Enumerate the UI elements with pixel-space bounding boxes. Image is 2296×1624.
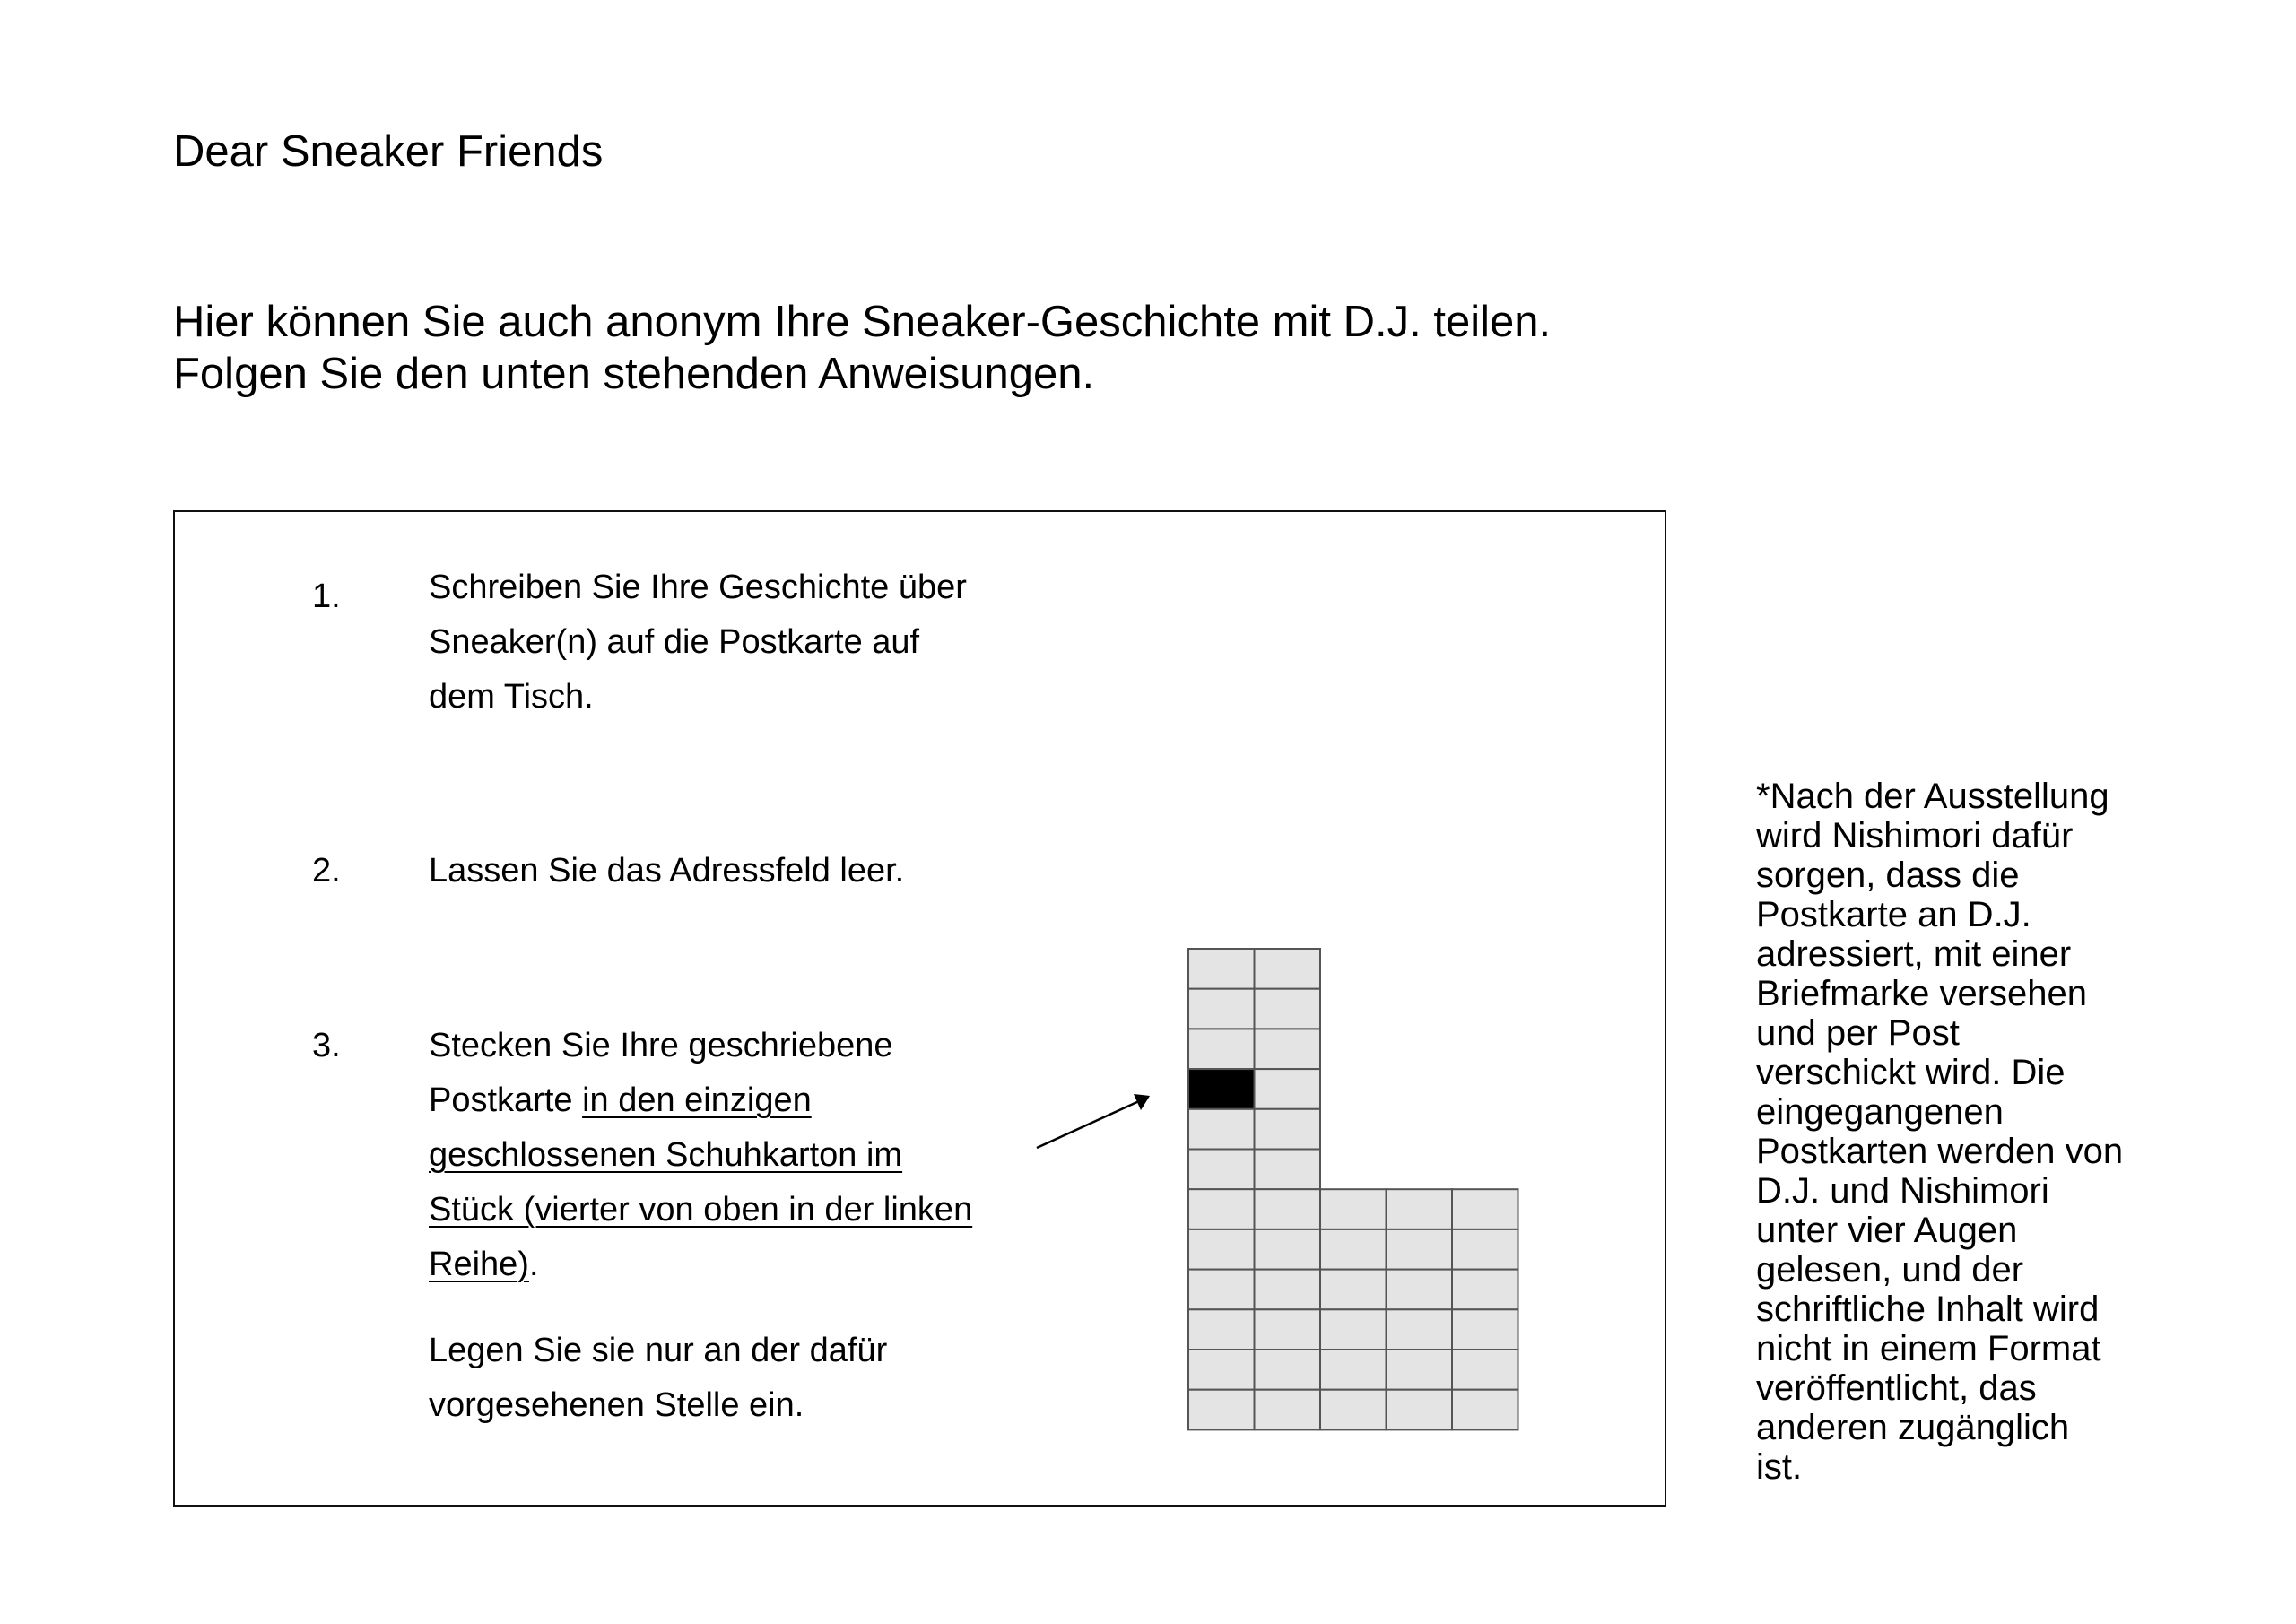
shoebox-cell [1255, 989, 1321, 1029]
shoebox-cell [1188, 1390, 1255, 1430]
step-line: Stecken Sie Ihre geschriebene [429, 1027, 893, 1064]
shoebox-cell [1387, 1229, 1453, 1270]
note-line: D.J. und Nishimori [1756, 1171, 2049, 1211]
shoebox-cell [1255, 1029, 1321, 1069]
shoebox-cell [1452, 1229, 1518, 1270]
step-line: vorgesehenen Stelle ein. [429, 1386, 804, 1424]
shoebox-cell [1188, 989, 1255, 1029]
step-text: . [528, 1246, 539, 1283]
shoebox-cell [1387, 1270, 1453, 1310]
note-line: anderen zugänglich [1756, 1408, 2070, 1447]
note-line: und per Post [1756, 1013, 1960, 1053]
shoebox-cell [1387, 1309, 1453, 1350]
note-line: eingegangenen [1756, 1092, 2004, 1132]
arrow-icon [1037, 1101, 1139, 1148]
step-emphasis: Reihe) [429, 1246, 529, 1283]
shoebox-cell [1255, 949, 1321, 989]
note-line: *Nach der Ausstellung [1756, 777, 2109, 816]
shoebox-cell [1320, 1229, 1387, 1270]
step-line: Schreiben Sie Ihre Geschichte über [429, 569, 967, 606]
shoebox-cell [1188, 949, 1255, 989]
step-line: Lassen Sie das Adressfeld leer. [429, 852, 905, 890]
shoebox-cell [1255, 1390, 1321, 1430]
note-line: unter vier Augen [1756, 1211, 2018, 1250]
shoebox-cell [1452, 1189, 1518, 1229]
shoebox-cell [1255, 1309, 1321, 1350]
shoebox-cell [1255, 1189, 1321, 1229]
step-emphasis: in den einzigen [582, 1081, 812, 1119]
shoebox-cell [1255, 1109, 1321, 1150]
note-line: ist. [1756, 1447, 1803, 1487]
shoebox-cell [1188, 1350, 1255, 1390]
intro-line: Folgen Sie den unten stehenden Anweisungen. [173, 350, 1095, 398]
step-emphasis: geschlossenen Schuhkarton im [429, 1136, 903, 1174]
step-line: dem Tisch. [429, 678, 594, 716]
intro-line: Hier können Sie auch anonym Ihre Sneaker-Geschichte mit D.J. teilen. [173, 298, 1552, 346]
shoebox-cell [1387, 1189, 1453, 1229]
shoebox-cell [1188, 1029, 1255, 1069]
note-line: adressiert, mit einer [1756, 934, 2072, 974]
note-line: Briefmarke versehen [1756, 974, 2088, 1013]
shoebox-cell [1320, 1350, 1387, 1390]
step-text: Postkarte [429, 1081, 583, 1119]
note-line: Postkarten werden von [1756, 1132, 2124, 1171]
note-line: schriftliche Inhalt wird [1756, 1290, 2100, 1329]
shoebox-cell [1320, 1390, 1387, 1430]
shoebox-cell [1320, 1270, 1387, 1310]
shoebox-cell [1255, 1350, 1321, 1390]
shoebox-cell [1255, 1150, 1321, 1190]
shoebox-cell [1255, 1229, 1321, 1270]
shoebox-cell [1452, 1350, 1518, 1390]
note-line: verschickt wird. Die [1756, 1053, 2066, 1092]
shoebox-cell [1188, 1270, 1255, 1310]
note-line: gelesen, und der [1756, 1250, 2024, 1290]
shoebox-cell [1188, 1229, 1255, 1270]
footnote [1756, 777, 2123, 1487]
note-line: nicht in einem Format [1756, 1329, 2101, 1368]
greeting-heading: Dear Sneaker Friends [173, 127, 604, 176]
shoebox-cell [1188, 1189, 1255, 1229]
step-number: 1. [312, 578, 341, 615]
step-line: Sneaker(n) auf die Postkarte auf [429, 623, 920, 661]
step-line: Legen Sie sie nur an der dafür [429, 1332, 888, 1369]
shoebox-cell [1188, 1150, 1255, 1190]
target-shoebox-cell [1188, 1069, 1255, 1109]
shoebox-cell [1452, 1270, 1518, 1310]
note-line: veröffentlicht, das [1756, 1368, 2037, 1408]
step-emphasis: Stück (vierter von oben in der linken [429, 1191, 973, 1229]
shoebox-cell [1452, 1309, 1518, 1350]
shoebox-cell [1255, 1270, 1321, 1310]
step-number: 3. [312, 1027, 341, 1064]
shoebox-cell [1188, 1309, 1255, 1350]
step-number: 2. [312, 852, 341, 890]
note-line: sorgen, dass die [1756, 855, 2020, 895]
shoebox-grid [1188, 949, 1518, 1429]
shoebox-cell [1320, 1309, 1387, 1350]
note-line: Postkarte an D.J. [1756, 895, 2031, 934]
shoebox-cell [1255, 1069, 1321, 1109]
note-line: wird Nishimori dafür [1756, 816, 2074, 855]
shoebox-cell [1387, 1350, 1453, 1390]
shoebox-cell [1452, 1390, 1518, 1430]
shoebox-cell [1387, 1390, 1453, 1430]
shoebox-cell [1188, 1109, 1255, 1150]
shoebox-cell [1320, 1189, 1387, 1229]
